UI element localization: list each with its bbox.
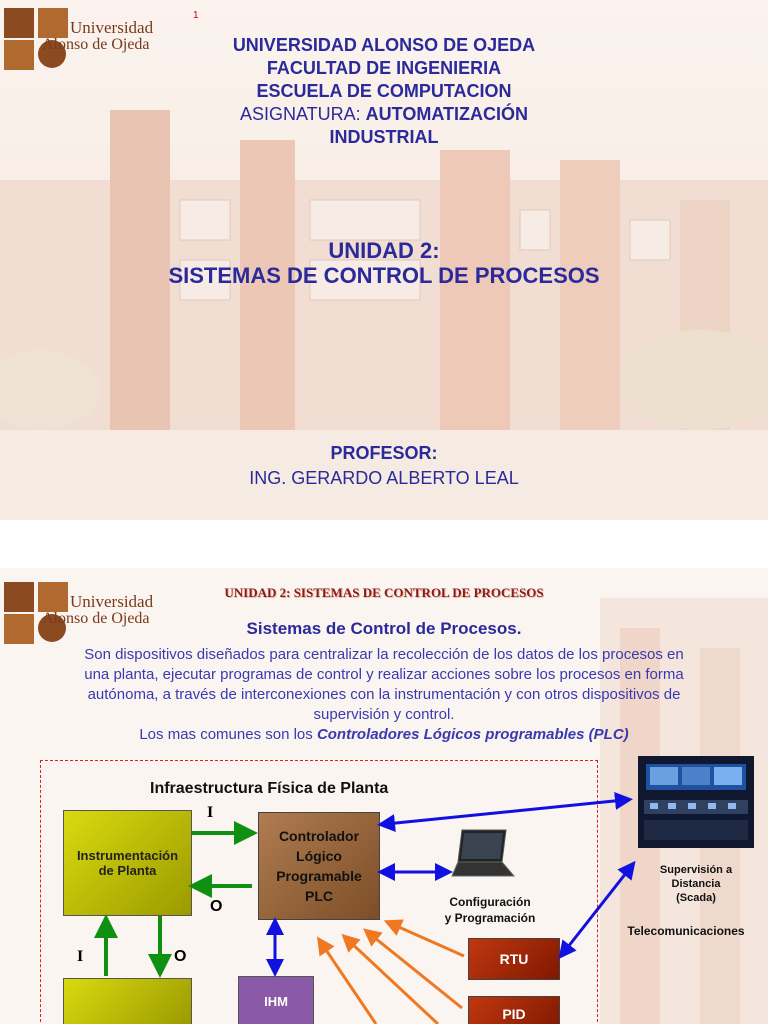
university-name: UNIVERSIDAD ALONSO DE OJEDA: [232, 35, 536, 55]
subject-name-2: INDUSTRIAL: [329, 127, 439, 147]
telecom-label: Telecomunicaciones: [627, 924, 745, 938]
logo-text-line1: Universidad: [70, 18, 154, 37]
input-mark: I: [207, 804, 214, 821]
common-emphasis: Controladores Lógicos programables (PLC): [316, 726, 629, 743]
common-prefix: Los mas comunes son los: [139, 726, 317, 743]
subject-prefix: ASIGNATURA:: [239, 104, 366, 124]
instrumentation-line1: Instrumentación: [76, 848, 179, 863]
output-mark: O: [210, 898, 223, 915]
paragraph-line: autónoma, a través de interconexiones con la instrumentación y con otros dispositivos de: [87, 686, 681, 703]
subject-line: [0, 104, 768, 125]
logo-text-line1: Universidad: [70, 592, 154, 611]
config-line1: Configuración: [449, 895, 531, 909]
ihm-box: IHM: [238, 976, 314, 1024]
page-marker: 1: [193, 10, 199, 21]
field-plc-link: [322, 944, 376, 1024]
instrumentation-line2: de Planta: [98, 863, 157, 878]
input-mark: I: [77, 948, 84, 965]
pid-box: PID: [468, 996, 560, 1024]
diagram-arrows: [0, 568, 768, 1024]
plc-line4: PLC: [305, 888, 333, 904]
section-title: Sistemas de Control de Procesos.: [246, 619, 522, 638]
content-slide: [0, 568, 768, 1024]
supervision-line3: (Scada): [676, 892, 716, 904]
plant-title: Infraestructura Física de Planta: [150, 780, 389, 797]
plc-line1: Controlador: [278, 828, 360, 844]
professor-label: PROFESOR:: [330, 443, 438, 463]
logo-text-line2: Alonso de Ojeda: [42, 610, 150, 627]
output-mark: O: [174, 948, 187, 965]
school-name: ESCUELA DE COMPUTACION: [256, 81, 512, 101]
rtu-plc-link: [392, 924, 464, 956]
paragraph-line: Son dispositivos diseñados para centralizar la recolección de los datos de los procesos en: [84, 646, 684, 663]
plc-line3: Programable: [276, 868, 362, 884]
subject-name: AUTOMATIZACIÓN: [365, 104, 528, 124]
unit-number: UNIDAD 2:: [328, 238, 440, 263]
pid-plc-link: [370, 934, 462, 1008]
logo-text-line2: Alonso de Ojeda: [42, 36, 150, 53]
slide-header: UNIDAD 2: SISTEMAS DE CONTROL DE PROCESOS: [224, 585, 544, 600]
plc-scada-link: [386, 800, 624, 824]
rtu-scada-link: [564, 868, 630, 952]
paragraph-line: una planta, ejecutar programas de control y realizar acciones sobre los procesos en forma: [84, 666, 684, 683]
faculty-name: FACULTAD DE INGENIERIA: [266, 58, 502, 78]
professor-name: ING. GERARDO ALBERTO LEAL: [249, 468, 519, 488]
plc-line2: Lógico: [296, 848, 342, 864]
supervision-line2: Distancia: [671, 878, 721, 890]
rtu-box: RTU: [468, 938, 560, 980]
paragraph-line: supervisión y control.: [313, 706, 455, 723]
unit-title: SISTEMAS DE CONTROL DE PROCESOS: [168, 263, 600, 288]
supervision-line1: Supervisión a: [659, 864, 733, 876]
config-line2: y Programación: [444, 911, 536, 925]
